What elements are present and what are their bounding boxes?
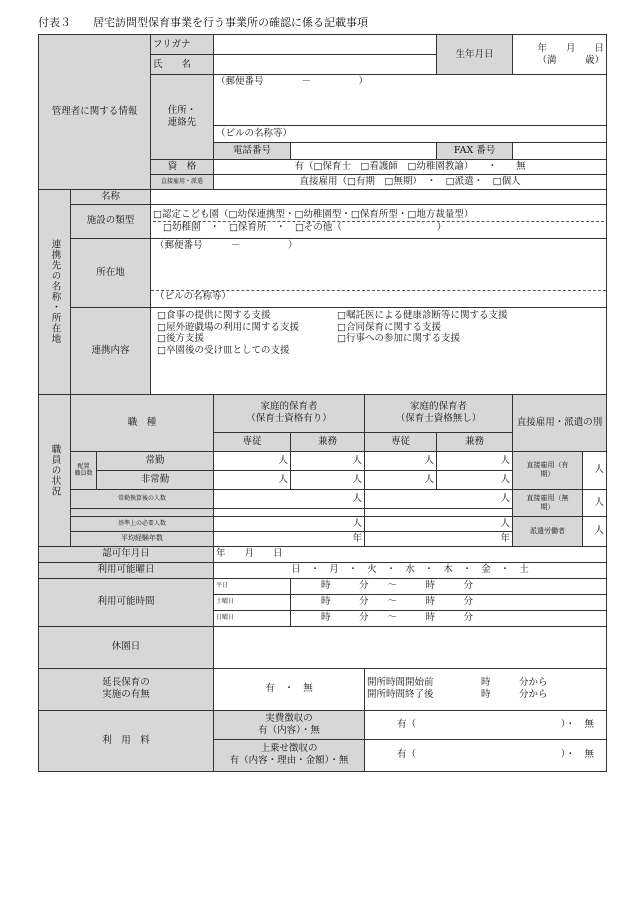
manager-building-name: （ビルの名称等）	[216, 128, 293, 140]
manager-address-field[interactable]	[214, 102, 607, 126]
licensed-nonregular-concurrent[interactable]	[291, 470, 365, 489]
partner-content-options[interactable]	[151, 307, 607, 394]
weekday-hours-field[interactable]: 時 分 ～ 時 分	[291, 578, 607, 594]
sunday-label: 日曜日	[214, 610, 291, 626]
unlicensed-regular-concurrent[interactable]	[437, 451, 513, 470]
staff-section-title: 職員の状況	[49, 443, 61, 497]
unit-person: 人	[594, 496, 605, 508]
unit-person: 人	[500, 473, 511, 485]
partner-location-field[interactable]	[151, 238, 607, 307]
manager-section-header: 管理者に関する情報	[39, 35, 151, 190]
confirmation-form-table	[38, 34, 607, 772]
licensed-regular-fulltime[interactable]	[214, 451, 291, 470]
extra-charge-yes: 有（	[397, 749, 417, 761]
employment-type-label: 直接雇用・派遣	[151, 174, 214, 189]
partner-name-field[interactable]	[151, 189, 607, 204]
facility-type-options[interactable]	[151, 204, 607, 238]
qualification-options[interactable]: 有（□保育士 □看護師 □幼稚園教諭） ・ 無	[214, 160, 607, 175]
unit-person: 人	[352, 473, 362, 485]
facility-type-line2: □幼稚園 ・ □保育所 ・ □その他（ ）	[163, 221, 447, 233]
unit-person: 人	[594, 525, 605, 537]
support-joint-care[interactable]: □合同保育に関する支援	[337, 321, 441, 333]
page-title: 付表３ 居宅訪問型保育事業を行う事業所の確認に係る記載事項	[38, 16, 368, 29]
name-field[interactable]	[214, 55, 437, 75]
licensed-required-count[interactable]	[214, 516, 365, 531]
unit-person: 人	[424, 454, 435, 466]
extra-charge-field[interactable]	[365, 739, 607, 771]
before-opening-label: 開所時間開始前	[367, 677, 434, 689]
birth-date-label: 生年月日	[437, 35, 513, 75]
facility-type-label: 施設の類型	[71, 204, 151, 238]
partner-content-label: 連携内容	[71, 307, 151, 394]
converted-count-label: 常勤換算後の人数	[71, 489, 214, 508]
approval-date-field[interactable]: 年 月 日	[214, 546, 607, 562]
licensed-blank-cell	[214, 508, 365, 516]
after-closing-label: 開所時間終了後	[367, 689, 434, 701]
extra-charge-label: 上乗せ徴収の 有（内容・理由・金額）・無	[214, 739, 365, 771]
actual-cost-yes: 有（	[397, 718, 417, 730]
unlicensed-avg-experience[interactable]	[365, 531, 513, 546]
unit-person: 人	[500, 517, 511, 529]
qualification-label: 資 格	[151, 160, 214, 175]
available-hours-label: 利用可能時間	[39, 578, 214, 626]
placed-staff-label: 配置 職員数	[71, 451, 97, 489]
licensed-nonregular-fulltime[interactable]	[214, 470, 291, 489]
licensed-converted-count[interactable]	[214, 489, 365, 508]
fax-field[interactable]	[513, 143, 607, 160]
licensed-fulltime-header: 専従	[214, 432, 291, 451]
actual-cost-label: 実費徴収の 有（内容）・無	[214, 710, 365, 739]
unit-person: 人	[352, 454, 362, 466]
dispatch-worker-label: 派遣労働者	[513, 516, 583, 546]
licensed-concurrent-header: 兼務	[291, 432, 365, 451]
unlicensed-required-count[interactable]	[365, 516, 513, 531]
furigana-field[interactable]	[214, 35, 437, 55]
partner-section-header	[39, 189, 71, 394]
unit-person: 人	[500, 454, 511, 466]
unit-person: 人	[352, 517, 362, 529]
direct-open-term-label: 直接雇用（無 期）	[513, 489, 583, 516]
available-days-label: 利用可能曜日	[39, 562, 214, 578]
unlicensed-nonregular-concurrent[interactable]	[437, 470, 513, 489]
direct-fixed-term-count[interactable]	[583, 451, 607, 489]
holiday-label: 休園日	[39, 626, 214, 668]
staff-section-header	[39, 394, 71, 546]
unlicensed-fulltime-header: 専従	[365, 432, 437, 451]
available-days-field[interactable]: 日 ・ 月 ・ 火 ・ 水 ・ 木 ・ 金 ・ 土	[214, 562, 607, 578]
actual-cost-no: ）・ 無	[560, 718, 595, 730]
caregiver-licensed-header: 家庭的保育者 （保育士資格有り）	[214, 394, 365, 432]
fax-label: FAX 番号	[437, 143, 513, 160]
phone-field[interactable]	[291, 143, 437, 160]
employment-kind-header: 直接雇用・派遣の別	[513, 394, 607, 451]
avg-experience-label: 平均経験年数	[71, 531, 214, 546]
unit-person: 人	[424, 473, 435, 485]
unit-year: 年	[500, 532, 511, 544]
licensed-regular-concurrent[interactable]	[291, 451, 365, 470]
extra-charge-no: ）・ 無	[560, 749, 595, 761]
nonregular-label: 非常勤	[97, 470, 214, 489]
extended-care-label: 延長保育の 実施の有無	[39, 668, 214, 710]
licensed-avg-experience[interactable]	[214, 531, 365, 546]
partner-section-title: 連携先の名称・所在地	[49, 239, 61, 345]
support-backup[interactable]: □後方支援	[157, 333, 204, 345]
unit-year: 年	[352, 532, 362, 544]
required-count-label: 基準上の必要人数	[71, 516, 214, 531]
manager-building-field[interactable]	[214, 126, 607, 143]
support-events[interactable]: □行事への参加に関する支援	[337, 333, 460, 345]
manager-postal-code: （郵便番号 － ）	[216, 76, 369, 87]
unit-person: 人	[278, 454, 288, 466]
birth-date-field[interactable]	[513, 35, 607, 75]
unlicensed-blank-cell	[365, 508, 513, 516]
approval-date-label: 認可年月日	[39, 546, 214, 562]
extended-care-yesno[interactable]: 有 ・ 無	[214, 668, 365, 710]
dispatch-worker-count[interactable]	[583, 516, 607, 546]
address-label: 住所・ 連絡先	[151, 75, 214, 160]
job-type-label: 職 種	[71, 394, 214, 451]
facility-type-line1: □認定こども園（□幼保連携型・□幼稚園型・□保育所型・□地方裁量型）	[153, 209, 604, 222]
after-closing-time: 時 分から	[481, 689, 548, 701]
support-playground[interactable]: □屋外遊戯場の利用に関する支援	[157, 321, 299, 333]
partner-location-label: 所在地	[71, 238, 151, 307]
regular-label: 常勤	[97, 451, 214, 470]
weekday-label: 平日	[214, 578, 291, 594]
support-after-graduation[interactable]: □卒園後の受け皿としての支援	[157, 345, 290, 357]
manager-postal-field[interactable]	[214, 75, 607, 102]
unlicensed-regular-fulltime[interactable]	[365, 451, 437, 470]
support-meal[interactable]: □食事の提供に関する支援	[157, 309, 271, 321]
partner-name-label: 名称	[71, 189, 151, 204]
birth-date-value: 年 月 日	[537, 42, 605, 54]
saturday-hours-field[interactable]: 時 分 ～ 時 分	[291, 594, 607, 610]
unit-person: 人	[278, 473, 288, 485]
unit-person: 人	[594, 464, 605, 476]
partner-building-name: （ビルの名称等）	[151, 290, 606, 307]
partner-postal-code: （郵便番号 － ）	[155, 239, 298, 251]
caregiver-unlicensed-header: 家庭的保育者 （保育士資格無し）	[365, 394, 513, 432]
extended-care-times[interactable]	[365, 668, 607, 710]
unit-person: 人	[352, 492, 362, 504]
age-value: （満 歳）	[537, 54, 605, 66]
employment-type-options[interactable]: 直接雇用（□有期 □無期） ・ □派遣・ □個人	[214, 174, 607, 189]
fees-label: 利 用 料	[39, 710, 214, 771]
holiday-field[interactable]	[214, 626, 607, 668]
saturday-label: 土曜日	[214, 594, 291, 610]
before-opening-time: 時 分から	[481, 677, 548, 689]
unlicensed-concurrent-header: 兼務	[437, 432, 513, 451]
direct-open-term-count[interactable]	[583, 489, 607, 516]
furigana-label: フリガナ	[151, 35, 214, 55]
support-health-check[interactable]: □嘱託医による健康診断等に関する支援	[337, 309, 508, 321]
unlicensed-nonregular-fulltime[interactable]	[365, 470, 437, 489]
blank-label-cell	[71, 508, 214, 516]
direct-fixed-term-label: 直接雇用（有 期）	[513, 451, 583, 489]
actual-cost-field[interactable]	[365, 710, 607, 739]
unlicensed-converted-count[interactable]	[365, 489, 513, 508]
phone-label: 電話番号	[214, 143, 291, 160]
sunday-hours-field[interactable]: 時 分 ～ 時 分	[291, 610, 607, 626]
name-label: 氏 名	[151, 55, 214, 75]
unit-person: 人	[500, 492, 511, 504]
